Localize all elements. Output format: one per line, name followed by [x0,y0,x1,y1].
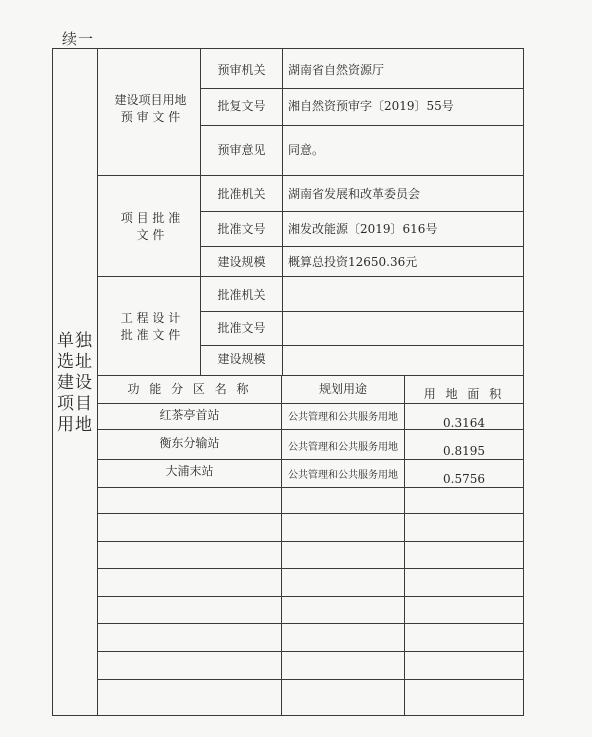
side-label-line: 选址 [57,352,93,372]
group-name [101,210,200,244]
group-boundary [98,375,524,376]
field-value: 湘发改能源〔2019〕616号 [288,222,438,236]
column-divider [281,375,282,716]
field-label: 批准文号 [217,321,266,335]
area-name: 衡东分输站 [159,436,220,450]
row-line [98,541,524,542]
group-name-line: 项 目 批 准 [120,211,181,225]
side-label-line: 项目 [57,394,93,414]
row-line [98,596,524,597]
column-header-name: 功 能 分 区 名 称 [127,382,252,396]
area-size: 0.3164 [443,416,485,430]
table-border-right [523,48,524,716]
row-boundary [200,211,524,212]
row-line [98,568,524,569]
page-title: 续一 [62,30,95,48]
group-name [101,310,200,344]
row-line [98,403,524,404]
row-line [98,459,524,460]
group-name-line: 建设项目用地 [114,93,187,107]
row-boundary [200,125,524,126]
field-label: 批准机关 [217,187,266,201]
table-border-bottom [52,715,524,716]
area-use: 公共管理和公共服务用地 [288,470,398,481]
field-value: 同意。 [288,143,325,157]
row-line [98,623,524,624]
column-header-use: 规划用途 [318,382,367,396]
field-label: 预审意见 [217,143,266,157]
row-boundary [200,311,524,312]
side-label [53,331,97,436]
group-name [101,92,200,126]
area-size: 0.8195 [443,444,485,458]
field-label: 批准机关 [217,288,266,302]
side-label-line: 用地 [57,415,93,435]
area-name: 红茶亭首站 [159,408,220,422]
field-label: 预审机关 [217,63,266,77]
row-boundary [200,345,524,346]
area-size: 0.5756 [443,472,485,486]
group-name-line: 预 审 文 件 [120,110,181,124]
row-line [98,487,524,488]
row-line [98,679,524,680]
group-boundary [98,276,524,277]
group-name-line: 文 件 [136,228,165,242]
field-label: 建设规模 [217,255,266,269]
area-use: 公共管理和公共服务用地 [288,412,398,423]
column-header-area: 用 地 面 积 [423,387,505,401]
area-use: 公共管理和公共服务用地 [288,442,398,453]
area-name: 大浦末站 [165,464,214,478]
field-value: 湖南省发展和改革委员会 [288,187,421,201]
field-label: 批准文号 [217,222,266,236]
side-label-line: 建设 [57,373,93,393]
field-value: 湖南省自然资源厅 [288,63,385,77]
field-label: 批复文号 [217,99,266,113]
row-line [98,513,524,514]
group-name-line: 批 准 文 件 [120,328,181,342]
table-border-top [52,48,524,49]
side-label-line: 单独 [57,331,93,351]
row-line [98,651,524,652]
row-boundary [200,88,524,89]
group-boundary [98,175,524,176]
row-boundary [200,246,524,247]
field-label: 建设规模 [217,352,266,366]
field-value: 湘自然资预审字〔2019〕55号 [288,99,454,113]
field-value: 概算总投资12650.36元 [288,255,418,269]
group-name-line: 工 程 设 计 [120,311,181,325]
